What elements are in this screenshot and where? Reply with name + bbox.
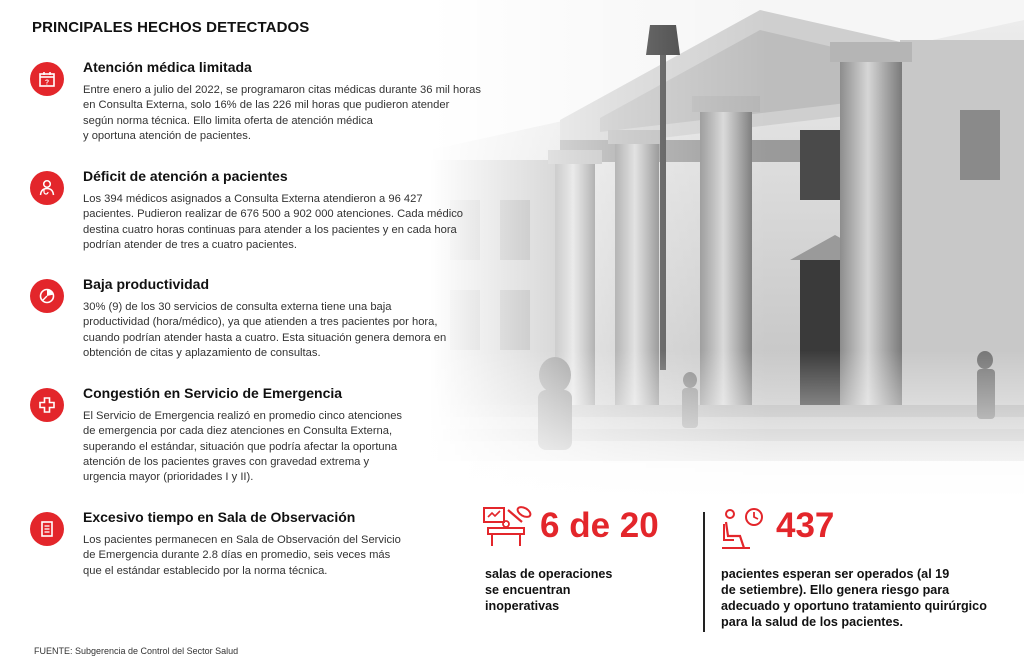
stat-description: pacientes esperan ser operados (al 19 de setiembre). Ello genera riesgo para adecuado y oportuno tratamiento quirúrgico para la salud de los pacientes.	[721, 567, 987, 629]
svg-text:?: ?	[44, 79, 50, 87]
finding-heading: Déficit de atención a pacientes	[83, 168, 288, 184]
doctor-icon	[30, 171, 64, 205]
stat-operating-rooms	[482, 504, 692, 624]
stat-patients-waiting	[718, 504, 998, 634]
operating-room-icon	[482, 504, 534, 550]
calendar-icon	[30, 62, 64, 96]
finding-heading: Excesivo tiempo en Sala de Observación	[83, 509, 356, 525]
finding-text: Entre enero a julio del 2022, se programaron citas médicas durante 36 mil horas en Consulta Externa, solo 16% de las 226 mil horas que pudieron atender según norma técnica. Ello limita oferta de atención médica y oportuna atención de pacientes.	[83, 84, 481, 142]
stat-value: 6 de 20	[540, 506, 659, 545]
finding-text: 30% (9) de los 30 servicios de consulta externa tiene una baja productividad (hora/médico), ya que atienden a tres pacientes por hora, cuando podrían atender hasta a cuatro. Esta situación genera demora en obtención de citas y aplazamiento de consultas.	[83, 301, 447, 359]
document-icon	[30, 512, 64, 546]
finding-text: El Servicio de Emergencia realizó en promedio cinco atenciones de emergencia por cada diez atenciones en Consulta Externa, superando el estándar, situación que podría afectar la oportuna atención de los pacientes graves con gravedad extrema y urgencia mayor (prioridades I y II).	[83, 410, 403, 484]
stats-divider	[703, 512, 705, 632]
waiting-patient-icon	[720, 506, 766, 550]
finding-heading: Congestión en Servicio de Emergencia	[83, 385, 343, 401]
finding-heading: Baja productividad	[83, 276, 210, 292]
pie-chart-icon	[30, 279, 64, 313]
source-note: FUENTE: Subgerencia de Control del Sector Salud	[34, 646, 239, 656]
finding-heading: Atención médica limitada	[83, 59, 252, 75]
finding-text: Los 394 médicos asignados a Consulta Externa atendieron a 96 427 pacientes. Pudieron realizar de 676 500 a 902 000 atenciones. Cada médico destina cuatro horas continuas para atender a los pacientes y en cada hora podrían atender de tres a cuatro pacientes.	[83, 193, 464, 251]
stat-value: 437	[776, 506, 835, 545]
page-title: PRINCIPALES HECHOS DETECTADOS	[32, 19, 310, 36]
finding-text: Los pacientes permanecen en Sala de Observación del Servicio de Emergencia durante 2.8 días en promedio, seis veces más que el estándar establecido por la norma técnica.	[83, 534, 401, 577]
stat-description: salas de operaciones se encuentran inoperativas	[485, 567, 613, 613]
medical-cross-icon	[30, 388, 64, 422]
